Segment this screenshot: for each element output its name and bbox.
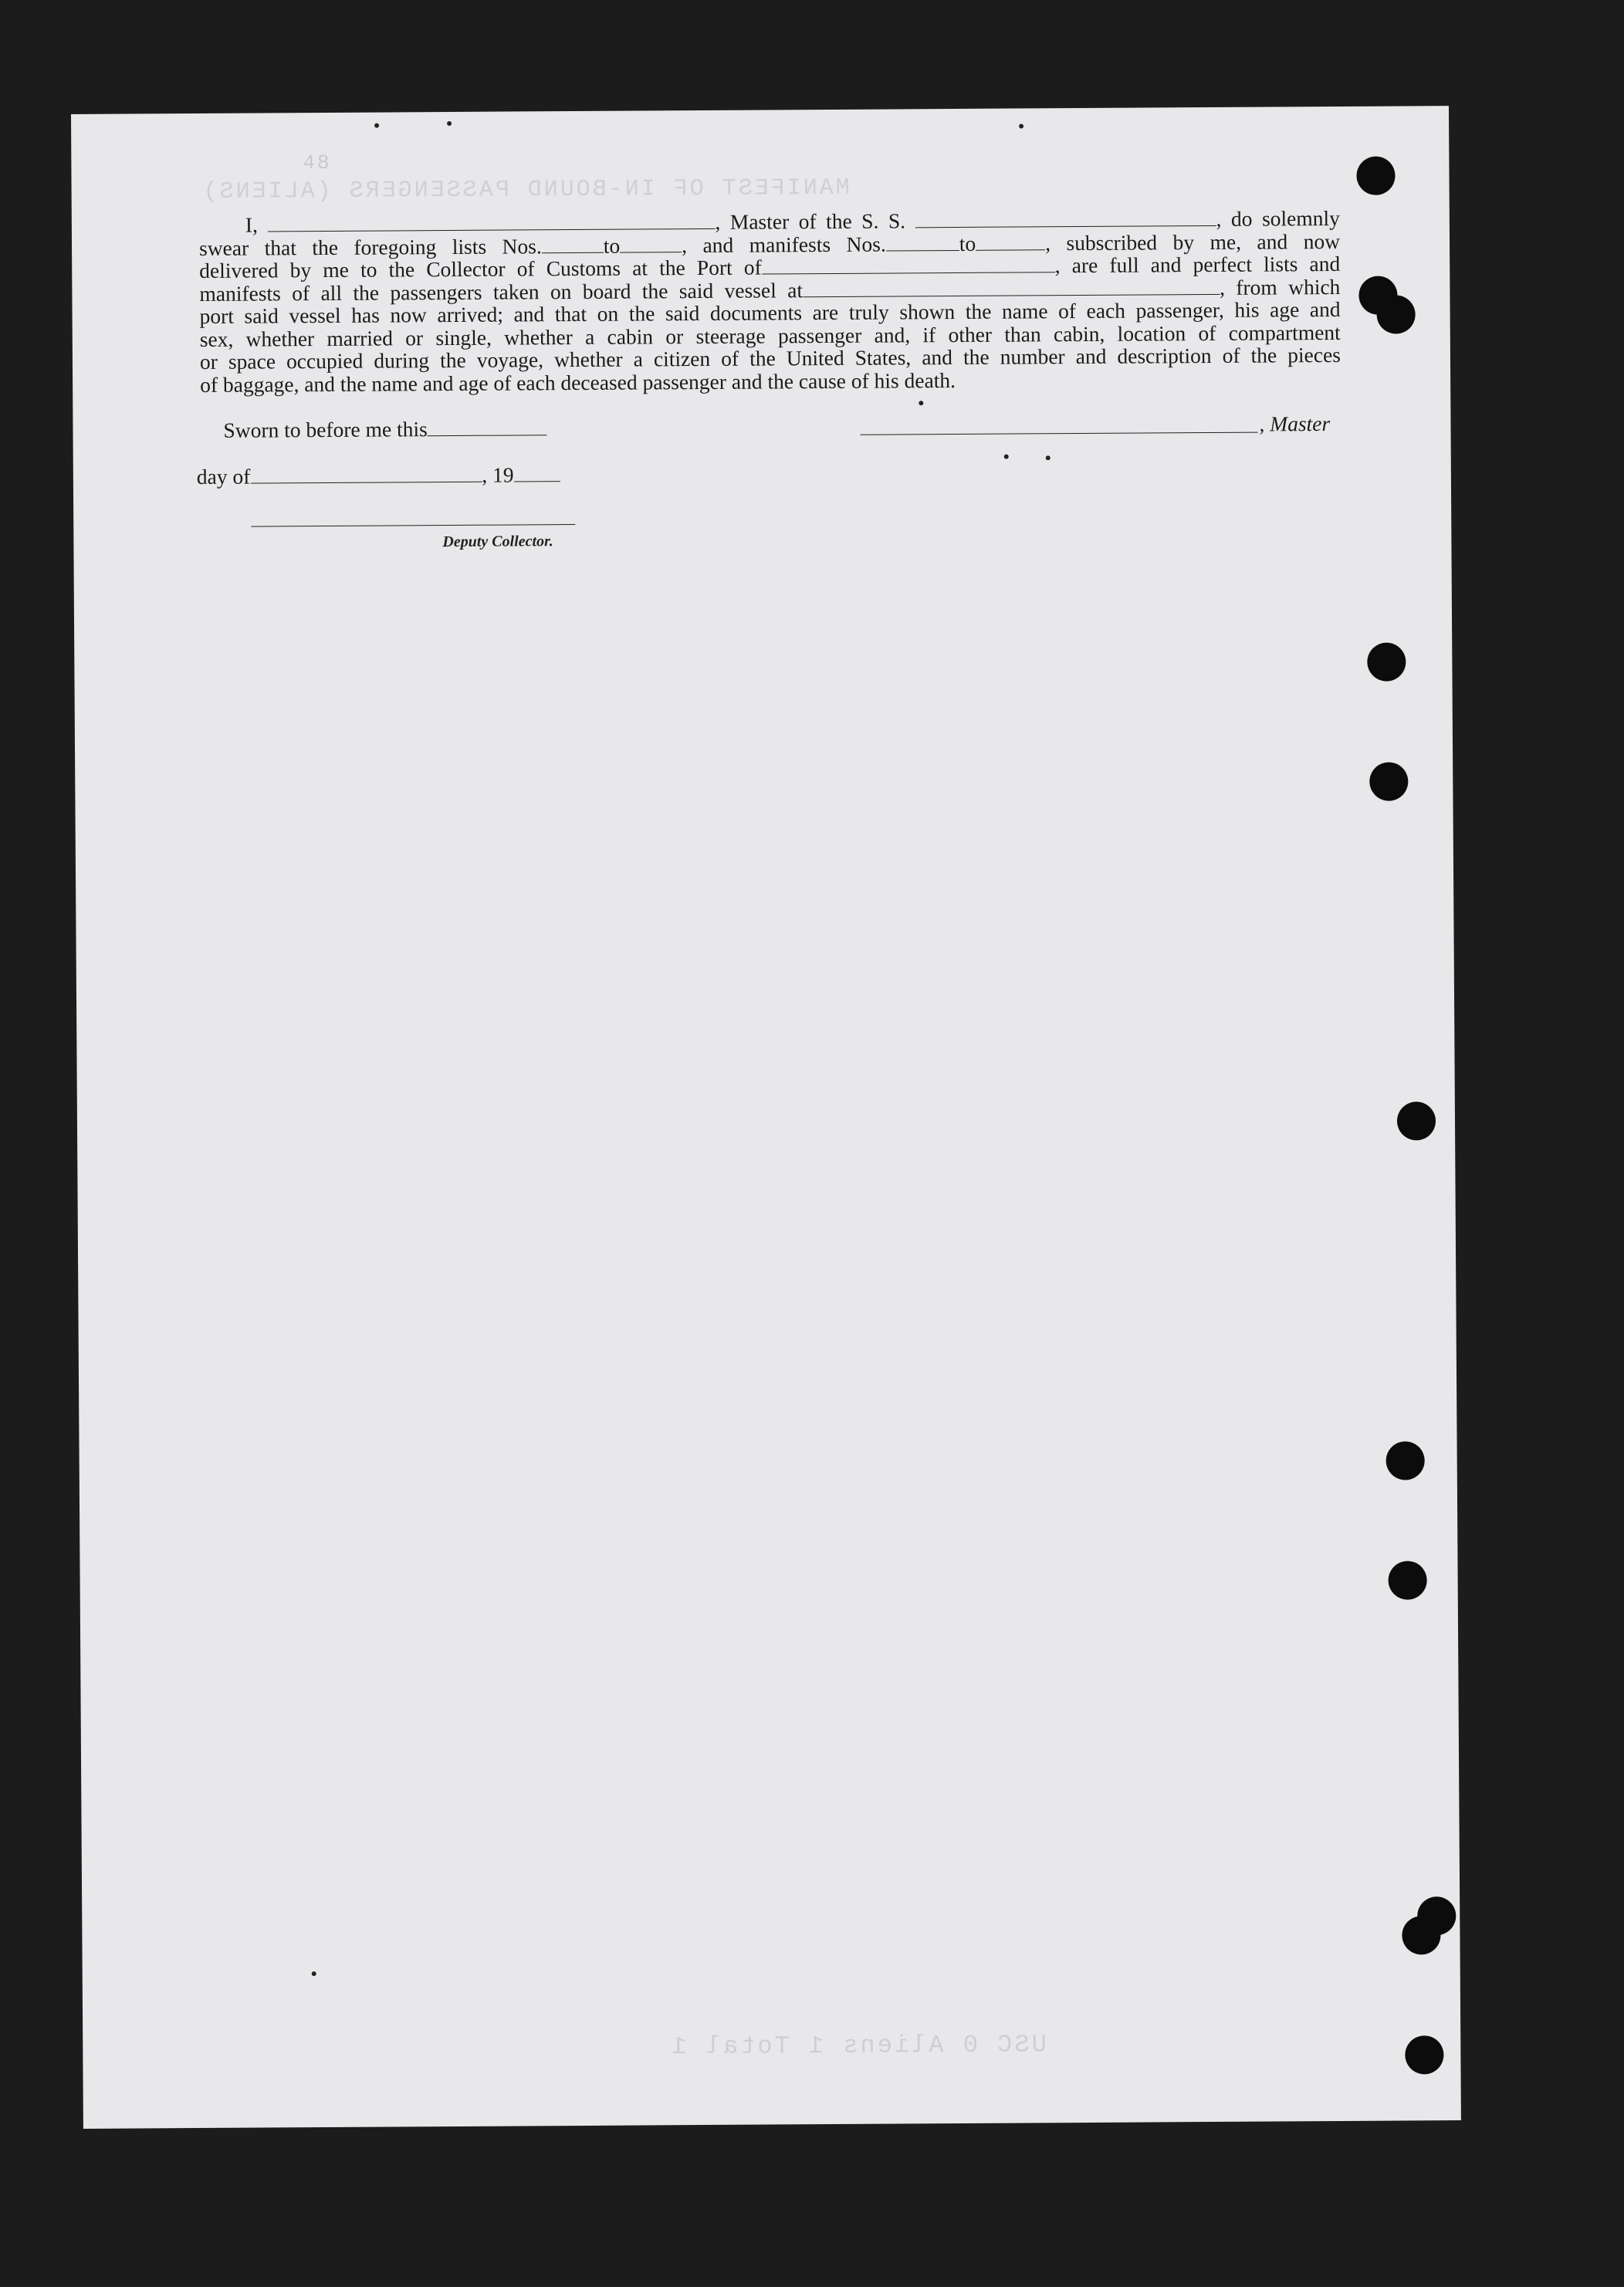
punch-hole <box>1405 2035 1443 2074</box>
ink-speck <box>1046 455 1051 460</box>
oath-text: to <box>959 231 976 255</box>
deputy-signature-line <box>251 524 575 527</box>
punch-hole <box>1388 1561 1426 1599</box>
oath-text: I, <box>245 212 259 237</box>
oath-text: , from which <box>1219 274 1341 299</box>
manifest-page <box>71 106 1461 2129</box>
punch-hole <box>1369 762 1408 800</box>
oath-text: , and manifests Nos. <box>682 232 886 257</box>
oath-text: to <box>603 233 621 258</box>
punch-hole <box>1397 1101 1436 1140</box>
oath-line: of baggage, and the name and age of each deceased passenger and the cause of his death. <box>200 367 956 397</box>
ship-name-blank <box>915 210 1216 228</box>
deputy-collector-label: Deputy Collector. <box>442 533 553 551</box>
oath-text: , subscribed by me, and now <box>1045 228 1341 255</box>
manifest-from-blank <box>886 234 959 251</box>
port-blank <box>762 256 1055 274</box>
ink-speck <box>919 401 923 405</box>
year-prefix: , 19 <box>482 462 514 487</box>
master-name-blank <box>267 213 715 232</box>
bleed-through-footer: USC 0 Aliens 1 Total 1 <box>669 2030 1047 2062</box>
oath-text: delivered by me to the Collector of Customs at the Port of <box>199 255 762 282</box>
ink-speck <box>1004 455 1009 459</box>
oath-text: , Master of the S. S. <box>715 208 906 234</box>
sworn-text: Sworn to before me this <box>223 417 428 442</box>
day-of-label <box>197 462 560 489</box>
oath-paragraph <box>199 207 1341 396</box>
oath-text: , do solemnly <box>1216 205 1340 231</box>
departure-port-blank <box>803 278 1220 296</box>
bleed-through-page-number: 48 <box>303 151 332 175</box>
oath-line: or space occupied during the voyage, whether a citizen of the United States, and the number and description of the pieces <box>199 342 1341 374</box>
oath-line: port said vessel has now arrived; and that on the said documents are truly shown the name of each passenger, his age and <box>199 296 1341 328</box>
day-of-text: day of <box>196 464 251 489</box>
punch-hole <box>1376 295 1415 333</box>
year-blank <box>514 465 560 482</box>
oath-text: , are full and perfect lists and <box>1054 251 1341 278</box>
bleed-through-header: MANIFEST OF IN-BOUND PASSENGERS (ALIENS) <box>201 174 850 205</box>
sworn-day-blank <box>428 419 547 436</box>
oath-text: swear that the foregoing lists Nos. <box>198 233 542 260</box>
ink-speck <box>374 123 379 128</box>
punch-hole <box>1402 1916 1440 1954</box>
master-label: , Master <box>1259 411 1331 436</box>
list-to-blank <box>620 236 682 252</box>
oath-text: manifests of all the passengers taken on board the said vessel at <box>199 277 804 306</box>
ink-speck <box>447 121 452 126</box>
punch-hole <box>1386 1441 1425 1480</box>
ink-speck <box>312 1971 316 1976</box>
punch-hole <box>1356 157 1395 195</box>
month-blank <box>250 466 482 484</box>
manifest-to-blank <box>976 234 1045 251</box>
list-from-blank <box>542 236 604 252</box>
punch-hole <box>1367 642 1406 681</box>
oath-line: sex, whether married or single, whether a cabin or steerage passenger and, if other than cabin, location of compartment <box>199 320 1341 351</box>
master-signature-line <box>861 432 1258 435</box>
ink-speck <box>1019 123 1023 128</box>
sworn-label <box>223 416 546 443</box>
